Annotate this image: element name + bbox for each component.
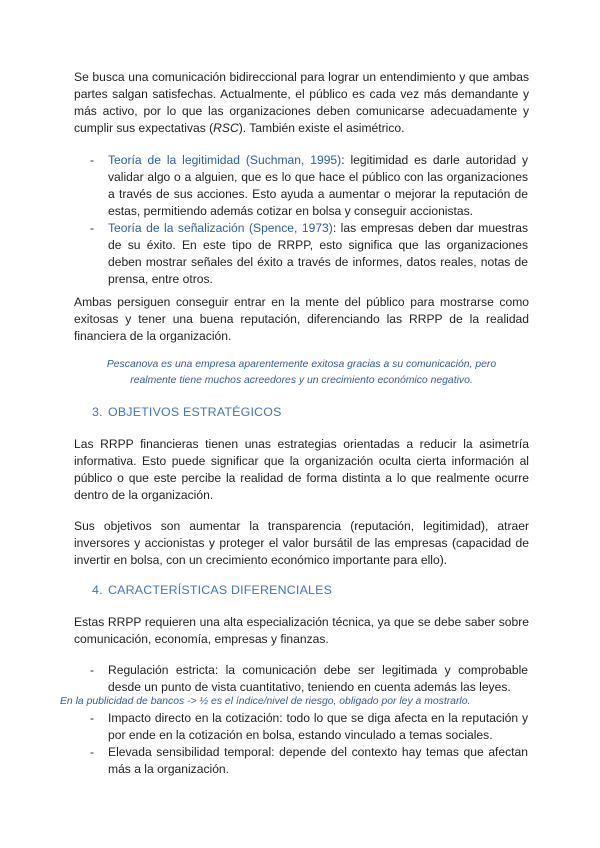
list-bullet: - [90,153,95,167]
list-item-regulacion: Regulación estricta: la comunicación debe ser legitimada y comprobable desde un punto de vista cuantitativo, teniendo en cuenta además las leyes. [108,663,528,694]
intro-text-end: ). También existe el asimétrico. [238,120,405,135]
bank-note: En la publicidad de bancos -> ½ es el índice/nivel de riesgo, obligado por ley a mostrarlo. [60,696,471,707]
list-bullet: - [90,745,95,759]
rsc-term: RSC [213,120,239,135]
note-line: realmente tiene muchos acreedores y un crecimiento económico negativo. [130,374,473,386]
section4-intro: Estas RRPP requieren una alta especialización técnica, ya que se debe saber sobre comunicación, economía, empresas y finanzas. [74,615,529,646]
section-title: OBJETIVOS ESTRATÉGICOS [108,405,282,419]
intro-text: Se busca una comunicación bidireccional para lograr un entendimiento y que ambas partes salgan satisfechas. Actualmente, el público es cada vez más demandante y más activo, por lo que las organizaciones deben comunicarse adecuadamente y cumplir sus expectativas ( [74,70,529,135]
list-bullet: - [90,663,95,677]
section3-paragraph-1: Las RRPP financieras tienen unas estrategias orientadas a reducir la asimetría informativa. Esto puede significar que la organización oculta cierta información al público o que este percibe la realidad de forma distinta a lo que realmente ocurre dentro de la organización. [74,437,529,502]
intro-paragraph [74,69,529,137]
section3-paragraph-2: Sus objetivos son aumentar la transparencia (reputación, legitimidad), atraer inversores y accionistas y proteger el valor bursátil de las empresas (capacidad de invertir en bolsa, con un crecimiento económico importante para ello). [74,519,529,567]
section-heading-3 [92,404,282,421]
list-item-impacto: Impacto directo en la cotización: todo lo que se diga afecta en la reputación y por ende en la cotización en bolsa, estando vinculado a temas sociales. [108,711,528,742]
list-bullet: - [90,221,95,235]
theory-title: Teoría de la legitimidad (Suchman, 1995) [108,153,342,167]
section-number: 4. [92,583,103,597]
both-paragraph: Ambas persiguen conseguir entrar en la mente del público para mostrarse como exitosas y tener una buena reputación, diferenciando las RRPP de la realidad financiera de la organización. [74,295,529,343]
pescanova-note [74,357,529,388]
section-number: 3. [92,405,103,419]
list-item-sensibilidad: Elevada sensibilidad temporal: depende del contexto hay temas que afectan más a la organización. [108,745,528,776]
note-line: Pescanova es una empresa aparentemente exitosa gracias a su comunicación, pero [106,359,497,370]
list-item-legitimidad [108,152,528,220]
list-item-senalizacion [108,220,528,288]
theory-text: : legitimidad es darle autoridad y validar algo o a alguien, que es lo que hace el público con las organizaciones a través de sus acciones. Esto ayuda a aumentar o mejorar la reputación de estas, permitiendo además cotizar en bolsa y conseguir accionistas. [108,153,528,218]
theory-title: Teoría de la señalización (Spence, 1973) [108,221,333,235]
list-bullet: - [90,711,95,725]
section-title: CARACTERÍSTICAS DIFERENCIALES [108,583,333,597]
theory-text: : las empresas deben dar muestras de su éxito. En este tipo de RRPP, esto significa que las organizaciones deben mostrar señales del éxito a través de informes, datos reales, notas de prensa, entre otros. [108,221,529,286]
section-heading-4 [92,582,332,599]
